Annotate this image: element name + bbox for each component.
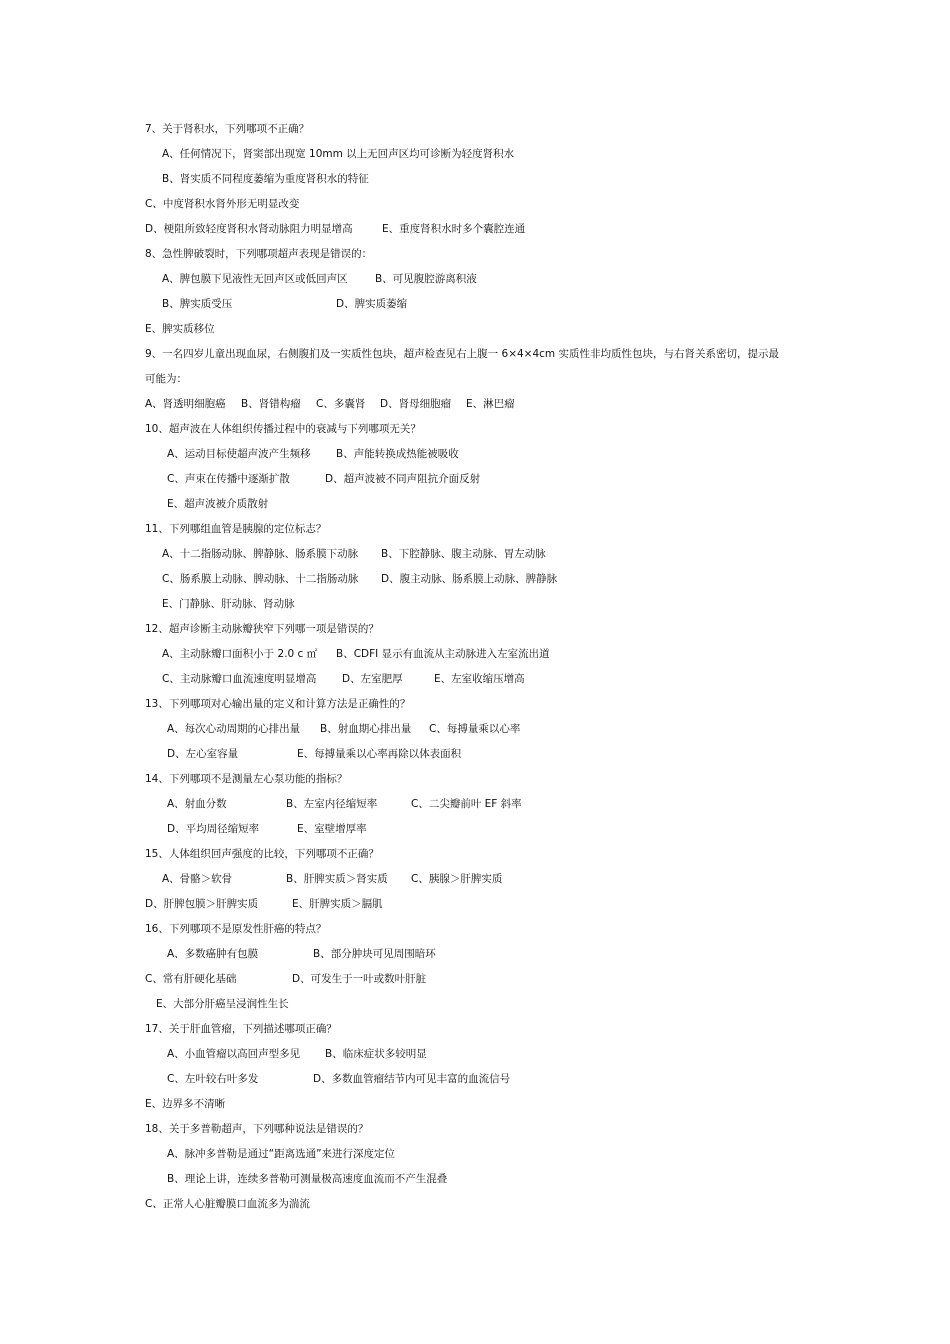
- text-line: E、室壁增厚率: [297, 823, 367, 835]
- text-line: E、大部分肝癌呈浸润性生长: [156, 998, 289, 1010]
- text-line: 8、急性脾破裂时，下列哪项超声表现是错误的：: [145, 248, 373, 260]
- text-line: A、主动脉瓣口面积小于 2.0 c ㎡: [162, 648, 318, 660]
- text-line: C、二尖瓣前叶 EF 斜率: [411, 798, 522, 810]
- text-line: A、肾透明细胞癌: [145, 398, 226, 410]
- text-line: A、任何情况下，肾窦部出现宽 10mm 以上无回声区均可诊断为轻度肾积水: [162, 148, 515, 160]
- text-line: D、肝脾包膜＞肝脾实质: [145, 898, 259, 910]
- text-line: 18、关于多普勒超声，下列哪种说法是错误的？: [145, 1123, 369, 1135]
- text-line: E、淋巴瘤: [466, 398, 515, 410]
- text-line: C、主动脉瓣口血流速度明显增高: [162, 673, 317, 685]
- text-line: 14、下列哪项不是测量左心泵功能的指标？: [145, 773, 348, 785]
- text-line: 11、下列哪组血管是胰腺的定位标志？: [145, 523, 327, 535]
- text-line: D、超声波被不同声阻抗介面反射: [325, 473, 481, 485]
- text-line: B、肝脾实质＞肾实质: [286, 873, 388, 885]
- text-line: 可能为：: [145, 373, 187, 385]
- text-line: E、左室收缩压增高: [434, 673, 525, 685]
- text-line: A、小血管瘤以高回声型多见: [167, 1048, 301, 1060]
- text-line: A、每次心动周期的心排出量: [167, 723, 301, 735]
- text-line: D、平均周径缩短率: [167, 823, 260, 835]
- text-line: B、肾实质不同程度萎缩为重度肾积水的特征: [162, 173, 369, 185]
- text-line: B、部分肿块可见周围暗环: [313, 948, 436, 960]
- text-line: 16、下列哪项不是原发性肝癌的特点？: [145, 923, 327, 935]
- text-line: E、门静脉、肝动脉、肾动脉: [162, 598, 295, 610]
- text-line: C、左叶较右叶多发: [167, 1073, 259, 1085]
- text-line: 15、人体组织回声强度的比较，下列哪项不正确？: [145, 848, 379, 860]
- text-line: B、可见腹腔游离积液: [375, 273, 477, 285]
- text-line: E、超声波被介质散射: [167, 498, 269, 510]
- text-line: E、脾实质移位: [145, 323, 215, 335]
- text-line: A、十二指肠动脉、脾静脉、肠系膜下动脉: [162, 548, 359, 560]
- text-line: C、每搏量乘以心率: [429, 723, 521, 735]
- text-line: E、肝脾实质＞膈肌: [292, 898, 383, 910]
- text-line: B、CDFI 显示有血流从主动脉进入左室流出道: [336, 648, 550, 660]
- text-line: C、常有肝硬化基础: [145, 973, 237, 985]
- text-line: C、中度肾积水肾外形无明显改变: [145, 198, 300, 210]
- text-line: B、下腔静脉、腹主动脉、胃左动脉: [381, 548, 546, 560]
- text-line: 10、超声波在人体组织传播过程中的衰减与下列哪项无关？: [145, 423, 421, 435]
- text-line: 17、关于肝血管瘤，下列描述哪项正确？: [145, 1023, 337, 1035]
- text-line: E、边界多不清晰: [145, 1098, 226, 1110]
- text-line: C、肠系膜上动脉、脾动脉、十二指肠动脉: [162, 573, 359, 585]
- text-line: D、脾实质萎缩: [336, 298, 408, 310]
- text-line: D、左心室容量: [167, 748, 239, 760]
- text-line: A、脉冲多普勒是通过“距离选通”来进行深度定位: [167, 1148, 396, 1160]
- text-line: B、临床症状多较明显: [325, 1048, 427, 1060]
- text-line: D、腹主动脉、肠系膜上动脉、脾静脉: [381, 573, 558, 585]
- text-line: A、脾包膜下见液性无回声区或低回声区: [162, 273, 348, 285]
- text-line: D、左室肥厚: [342, 673, 403, 685]
- text-line: D、多数血管瘤结节内可见丰富的血流信号: [313, 1073, 511, 1085]
- text-line: A、骨骼＞软骨: [162, 873, 233, 885]
- text-line: B、脾实质受压: [162, 298, 233, 310]
- text-line: C、声束在传播中逐渐扩散: [167, 473, 290, 485]
- text-line: A、运动目标使超声波产生频移: [167, 448, 311, 460]
- text-line: B、肾错构瘤: [241, 398, 301, 410]
- text-line: B、声能转换成热能被吸收: [336, 448, 459, 460]
- text-line: B、左室内径缩短率: [286, 798, 378, 810]
- text-line: D、肾母细胞瘤: [380, 398, 452, 410]
- text-line: D、可发生于一叶或数叶肝脏: [292, 973, 427, 985]
- text-line: A、射血分数: [167, 798, 227, 810]
- text-line: 7、关于肾积水，下列哪项不正确？: [145, 123, 310, 135]
- text-line: B、理论上讲，连续多普勒可测量极高速度血流而不产生混叠: [167, 1173, 448, 1185]
- text-line: 12、超声诊断主动脉瓣狭窄下列哪一项是错误的？: [145, 623, 379, 635]
- text-line: B、射血期心排出量: [320, 723, 412, 735]
- text-line: C、正常人心脏瓣膜口血流多为湍流: [145, 1198, 310, 1210]
- text-line: E、每搏量乘以心率再除以体表面积: [297, 748, 462, 760]
- text-line: 13、下列哪项对心输出量的定义和计算方法是正确性的？: [145, 698, 411, 710]
- text-line: C、胰腺＞肝脾实质: [411, 873, 503, 885]
- text-line: E、重度肾积水时多个囊腔连通: [382, 223, 526, 235]
- text-line: A、多数癌肿有包膜: [167, 948, 259, 960]
- text-line: C、多囊肾: [316, 398, 366, 410]
- text-line: D、梗阻所致轻度肾积水肾动脉阻力明显增高: [145, 223, 353, 235]
- text-line: 9、一名四岁儿童出现血尿，右侧腹扪及一实质性包块，超声检查见右上腹一 6×4×4cm 实质性非均质性包块，与右肾关系密切，提示最: [145, 348, 779, 360]
